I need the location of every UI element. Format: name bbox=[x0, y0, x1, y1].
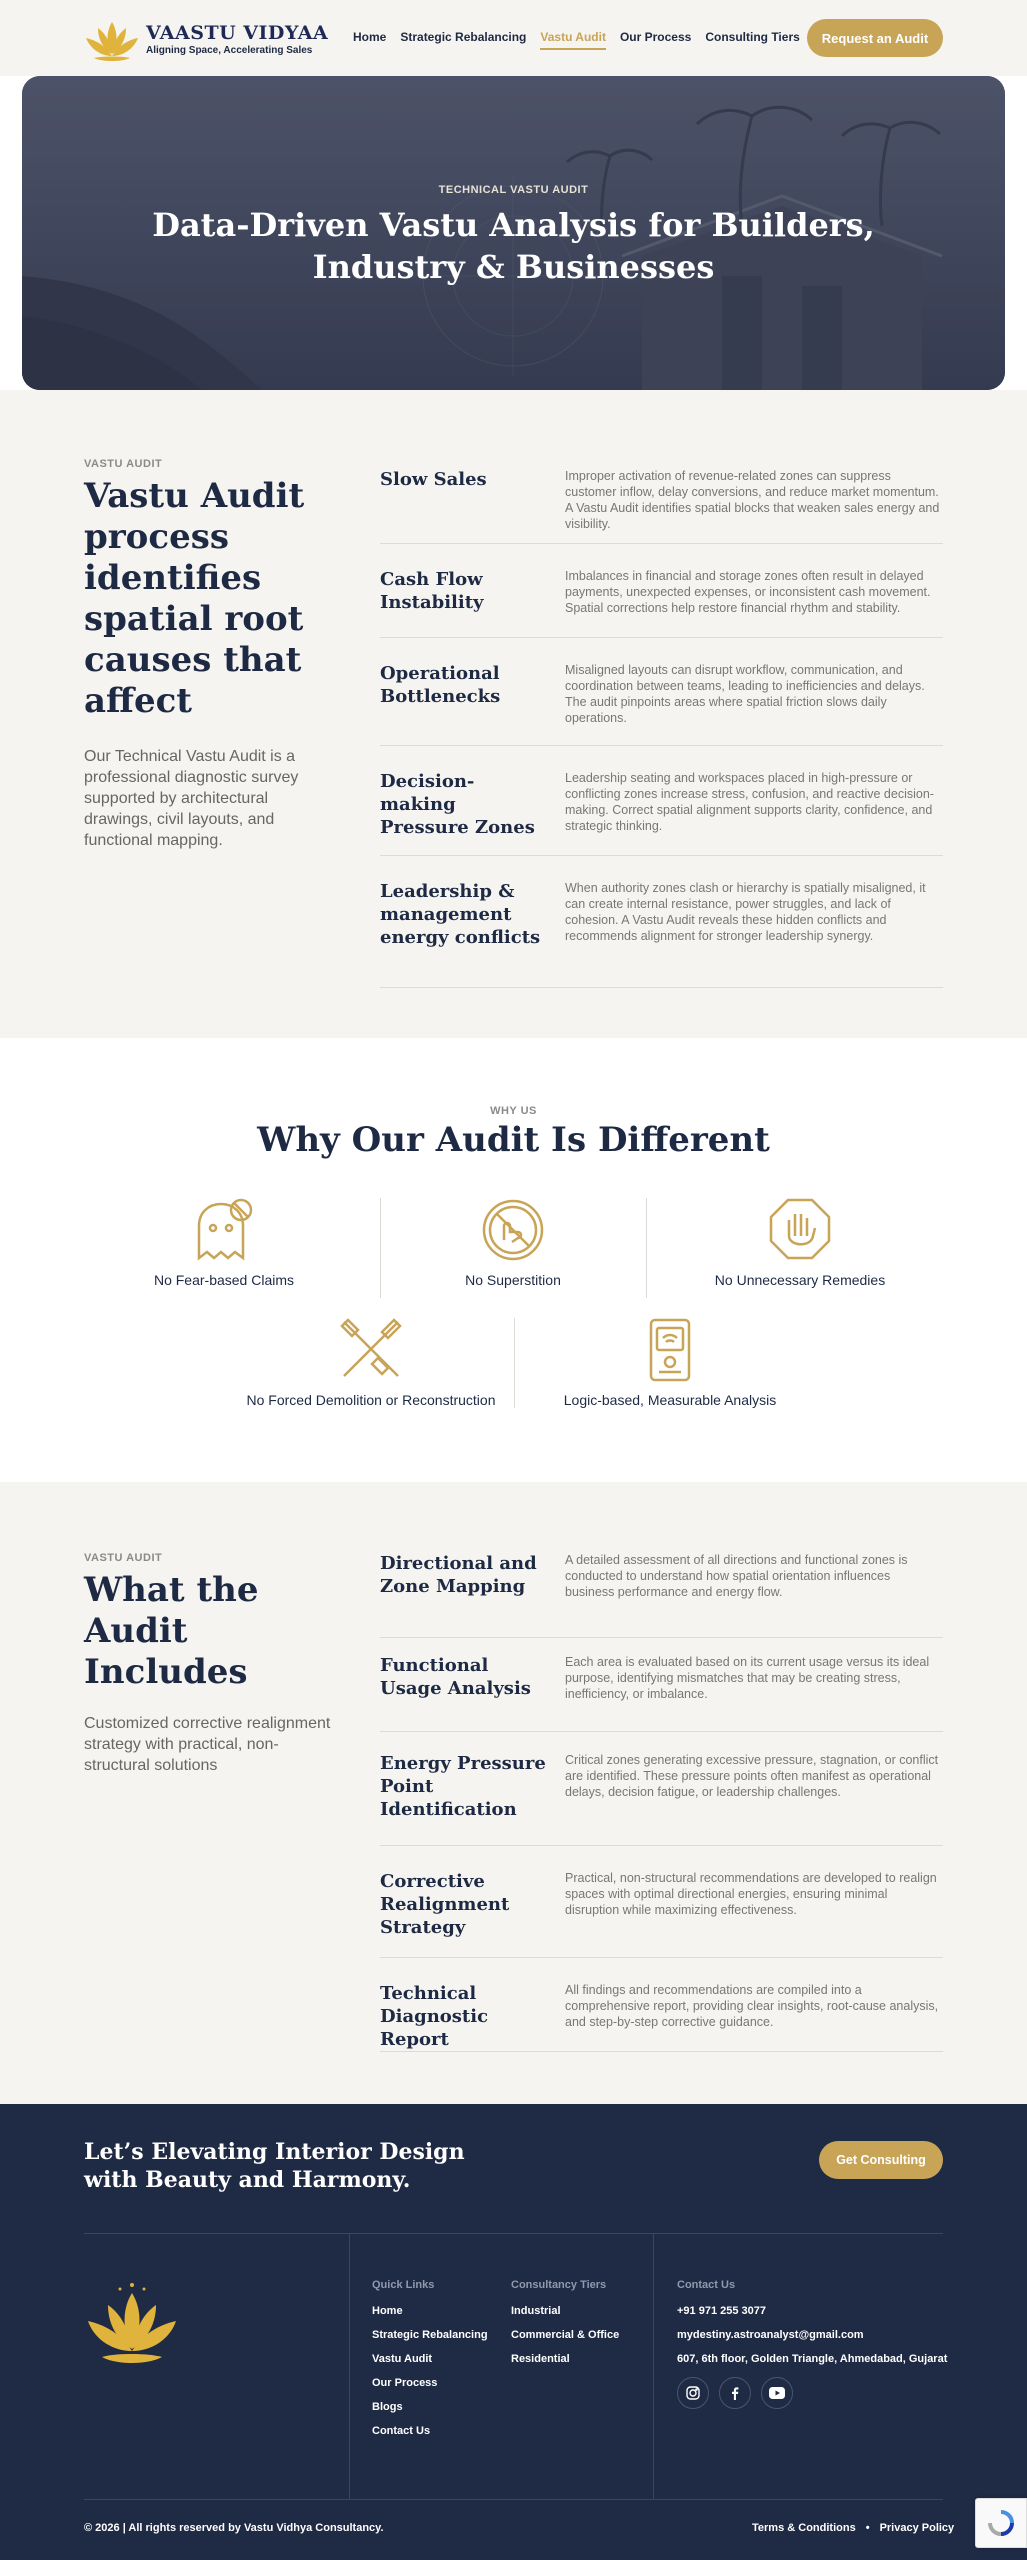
why-title: Why Our Audit Is Different bbox=[257, 1120, 770, 1160]
issue-text: Imbalances in financial and storage zones often result in delayed payments, unexpected expenses, or inconsistent cash movement. Spatial corrections help restore financial rhythm and stability. bbox=[565, 569, 931, 615]
feature-label: No Unnecessary Remedies bbox=[714, 1272, 886, 1288]
hero-overline: TECHNICAL VASTU AUDIT bbox=[438, 184, 589, 196]
main-nav bbox=[353, 30, 800, 50]
issue-title: Decision-making Pressure Zones bbox=[380, 771, 535, 838]
include-title: Energy Pressure Point Identification bbox=[380, 1753, 546, 1820]
feature-no-remedies bbox=[700, 1196, 900, 1288]
nav-strategic-rebalancing[interactable]: Strategic Rebalancing bbox=[400, 30, 527, 44]
footer-link-industrial[interactable]: Industrial bbox=[511, 2305, 561, 2317]
include-title: Corrective Realignment Strategy bbox=[380, 1871, 510, 1938]
feature-logic-based bbox=[550, 1316, 790, 1408]
no-superstition-icon bbox=[480, 1196, 546, 1264]
divider bbox=[380, 1198, 381, 1298]
feature-no-fear bbox=[124, 1196, 324, 1288]
ghost-icon bbox=[191, 1196, 257, 1264]
hero-title-line-1: Data-Driven Vastu Analysis for Builders, bbox=[152, 206, 875, 244]
copyright-text: © 2026 | All rights reserved by Vastu Vidhya Consultancy. bbox=[84, 2522, 384, 2534]
audit-overline: VASTU AUDIT bbox=[84, 458, 163, 470]
get-consulting-button[interactable]: Get Consulting bbox=[819, 2141, 943, 2179]
include-text: Practical, non-structural recommendations are developed to realign spaces with optimal directional energies, ensuring minimal disruption while maximizing effectiveness. bbox=[565, 1871, 937, 1917]
audit-section bbox=[0, 390, 1027, 1038]
issue-title: Operational Bottlenecks bbox=[380, 663, 501, 707]
contact-address: 607, 6th floor, Golden Triangle, Ahmedabad, Gujarat bbox=[677, 2353, 948, 2365]
audit-lead: Our Technical Vastu Audit is a professional diagnostic survey supported by architectural drawings, civil layouts, and functional mapping. bbox=[84, 748, 299, 849]
divider bbox=[349, 2233, 350, 2499]
feature-no-superstition bbox=[413, 1196, 613, 1288]
legal-links bbox=[752, 2522, 954, 2534]
privacy-link[interactable]: Privacy Policy bbox=[879, 2522, 955, 2534]
request-audit-button[interactable]: Request an Audit bbox=[807, 19, 943, 57]
list-item bbox=[380, 638, 943, 746]
legal-separator: • bbox=[865, 2522, 870, 2534]
includes-title: What the Audit Includes bbox=[84, 1570, 259, 1692]
facebook-icon[interactable] bbox=[719, 2377, 751, 2409]
list-item bbox=[380, 856, 943, 988]
audit-title: Vastu Audit process identifies spatial root causes that affect bbox=[84, 476, 305, 721]
divider bbox=[653, 2233, 654, 2499]
includes-lead: Customized corrective realignment strategy with practical, non-structural solutions bbox=[84, 1715, 331, 1774]
audit-includes-section bbox=[0, 1482, 1027, 2104]
list-item bbox=[380, 1958, 943, 2052]
hero-title-line-2: Industry & Businesses bbox=[312, 248, 715, 286]
footer-link-residential[interactable]: Residential bbox=[511, 2353, 570, 2365]
brand-name: VAASTU VIDYAA bbox=[146, 22, 329, 44]
audit-issue-list bbox=[380, 458, 943, 988]
include-text: Critical zones generating excessive pressure, stagnation, or conflict are identified. These pressure points often manifest as operational delays, decision fatigue, or leadership challenges. bbox=[565, 1753, 939, 1799]
list-item bbox=[380, 746, 943, 856]
footer-link-blogs[interactable]: Blogs bbox=[372, 2401, 403, 2413]
quick-links-title: Quick Links bbox=[372, 2279, 435, 2291]
brand-logo[interactable] bbox=[84, 14, 328, 64]
nav-consulting-tiers[interactable]: Consulting Tiers bbox=[705, 30, 800, 44]
issue-title: Cash Flow Instability bbox=[380, 569, 484, 613]
social-links bbox=[677, 2377, 947, 2409]
include-title: Technical Diagnostic Report bbox=[380, 1983, 489, 2050]
site-header bbox=[0, 0, 1027, 76]
site-footer bbox=[0, 2104, 1027, 2560]
youtube-icon[interactable] bbox=[761, 2377, 793, 2409]
feature-label: Logic-based, Measurable Analysis bbox=[563, 1392, 777, 1408]
issue-text: Improper activation of revenue-related zones can suppress customer inflow, delay conversions, and reduce market momentum. A Vastu Audit identifies spatial blocks that weaken sales energy and visibility. bbox=[565, 469, 940, 531]
include-title: Directional and Zone Mapping bbox=[380, 1553, 537, 1597]
list-item bbox=[380, 1552, 943, 1638]
include-text: Each area is evaluated based on its current usage versus its ideal purpose, identifying mismatches that may be creating stress, inefficiency, or imbalance. bbox=[565, 1655, 930, 1701]
terms-link[interactable]: Terms & Conditions bbox=[752, 2522, 856, 2534]
list-item bbox=[380, 1638, 943, 1732]
divider bbox=[514, 1318, 515, 1408]
recaptcha-badge[interactable] bbox=[975, 2498, 1027, 2548]
lotus-logo-icon[interactable] bbox=[84, 2279, 180, 2375]
instagram-icon[interactable] bbox=[677, 2377, 709, 2409]
contact-phone[interactable]: +91 971 255 3077 bbox=[677, 2305, 767, 2317]
include-text: A detailed assessment of all directions and functional zones is conducted to understand how spatial orientation influences business performance and energy flow. bbox=[565, 1553, 908, 1599]
contact-info bbox=[677, 2279, 947, 2409]
lotus-logo-icon bbox=[84, 14, 140, 64]
issue-text: Misaligned layouts can disrupt workflow, communication, and coordination between teams, leading to inefficiencies and delays. The audit pinpoints areas where spatial friction slows daily operations. bbox=[565, 663, 925, 725]
brand-tagline: Aligning Space, Accelerating Sales bbox=[146, 45, 313, 56]
contact-email[interactable]: mydestiny.astroanalyst@gmail.com bbox=[677, 2329, 864, 2341]
divider bbox=[84, 2499, 943, 2500]
why-us-section bbox=[0, 1038, 1027, 1482]
feature-label: No Superstition bbox=[465, 1272, 561, 1288]
includes-overline: VASTU AUDIT bbox=[84, 1552, 163, 1564]
footer-link-vastu-audit[interactable]: Vastu Audit bbox=[372, 2353, 433, 2365]
footer-link-home[interactable]: Home bbox=[372, 2305, 403, 2317]
quick-links bbox=[372, 2279, 488, 2449]
footer-link-strategic-rebalancing[interactable]: Strategic Rebalancing bbox=[372, 2329, 488, 2341]
nav-home[interactable]: Home bbox=[353, 30, 387, 44]
why-overline: WHY US bbox=[490, 1105, 537, 1117]
crossed-tools-icon bbox=[338, 1316, 404, 1384]
device-analysis-icon bbox=[637, 1316, 703, 1384]
include-text: All findings and recommendations are compiled into a comprehensive report, providing clear insights, root-cause analysis, and step-by-step corrective guidance. bbox=[565, 1983, 939, 2029]
feature-label: No Forced Demolition or Reconstruction bbox=[246, 1392, 496, 1408]
list-item bbox=[380, 1846, 943, 1958]
include-title: Functional Usage Analysis bbox=[380, 1655, 531, 1699]
list-item bbox=[380, 544, 943, 638]
includes-list bbox=[380, 1552, 943, 2052]
issue-text: When authority zones clash or hierarchy is spatially misaligned, it can create internal resistance, power struggles, and lack of cohesion. A Vastu Audit reveals these hidden conflicts and recommends alignment for stronger leadership synergy. bbox=[565, 881, 926, 943]
divider bbox=[646, 1198, 647, 1298]
stop-hand-icon bbox=[767, 1196, 833, 1264]
footer-link-our-process[interactable]: Our Process bbox=[372, 2377, 438, 2389]
nav-our-process[interactable]: Our Process bbox=[619, 30, 692, 44]
footer-cta-title: Let’s Elevating Interior Design with Beauty and Harmony. bbox=[84, 2139, 465, 2193]
footer-link-commercial[interactable]: Commercial & Office bbox=[511, 2329, 620, 2341]
hero-title bbox=[22, 204, 1005, 288]
footer-link-contact-us[interactable]: Contact Us bbox=[372, 2425, 431, 2437]
issue-title: Slow Sales bbox=[380, 469, 487, 490]
feature-no-demolition bbox=[236, 1316, 506, 1408]
issue-title: Leadership & management energy conflicts bbox=[380, 881, 541, 948]
consultancy-tiers bbox=[511, 2279, 619, 2377]
hero-banner bbox=[22, 76, 1005, 390]
issue-text: Leadership seating and workspaces placed in high-pressure or conflicting zones increase stress, confusion, and reactive decision-making. Correct spatial alignment supports clarity, confidence, and strategic thinking. bbox=[565, 771, 934, 833]
contact-title: Contact Us bbox=[677, 2279, 736, 2291]
tiers-title: Consultancy Tiers bbox=[511, 2279, 607, 2291]
feature-label: No Fear-based Claims bbox=[153, 1272, 295, 1288]
nav-vastu-audit[interactable]: Vastu Audit bbox=[540, 30, 606, 50]
list-item bbox=[380, 458, 943, 544]
list-item bbox=[380, 1732, 943, 1846]
divider bbox=[84, 2233, 943, 2234]
recaptcha-icon bbox=[986, 2508, 1016, 2538]
